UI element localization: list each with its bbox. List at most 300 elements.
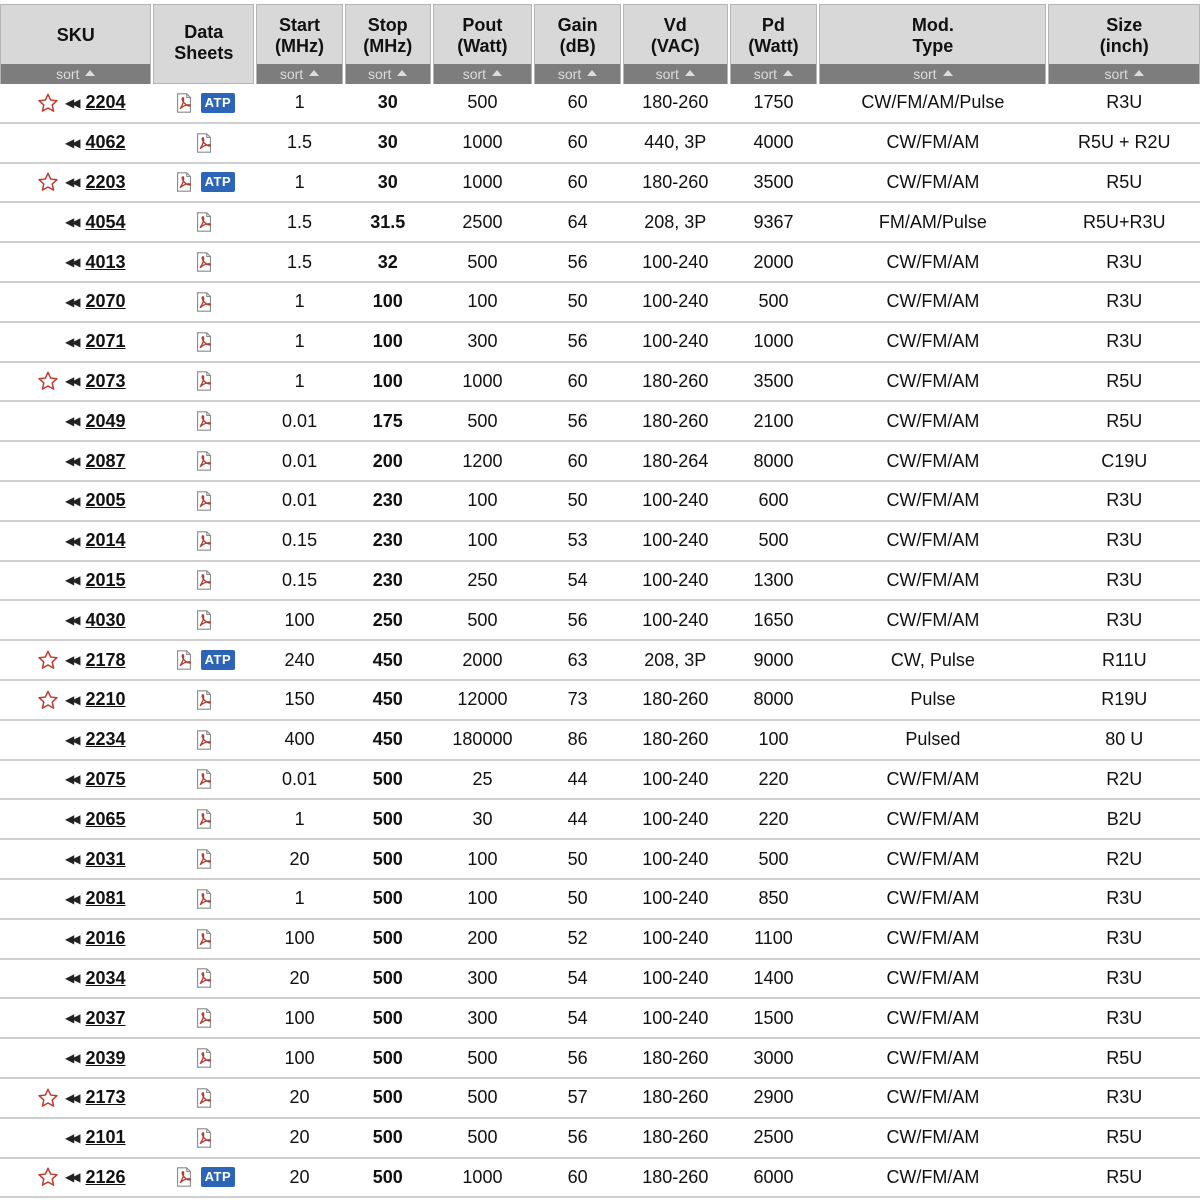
sort-size-button[interactable]: sort — [1049, 64, 1198, 84]
cell-data-sheets — [154, 689, 255, 711]
cell-stop: 500 — [372, 967, 403, 988]
cell-mod-type: CW/FM/AM — [886, 967, 980, 988]
cell-pout: 2000 — [462, 649, 503, 670]
cell-size: R3U — [1106, 291, 1143, 312]
star-placeholder — [37, 251, 59, 273]
cell-gain: 44 — [567, 768, 588, 789]
cell-pd: 1750 — [753, 92, 794, 113]
cell-pd: 100 — [758, 729, 789, 750]
table-row — [0, 761, 1200, 801]
pdf-icon[interactable] — [193, 967, 215, 989]
cell-start: 0.15 — [282, 569, 318, 590]
cell-vd: 180-264 — [642, 450, 709, 471]
pdf-icon[interactable] — [193, 450, 215, 472]
cell-gain: 60 — [567, 1166, 588, 1187]
cell-pd: 850 — [758, 888, 789, 909]
cell-sku — [0, 331, 152, 353]
cell-sku — [0, 729, 152, 751]
sort-up-arrow-icon — [397, 70, 407, 76]
cell-start: 20 — [289, 967, 310, 988]
cell-data-sheets — [154, 490, 255, 512]
cell-pd: 4000 — [753, 132, 794, 153]
favorite-star-icon[interactable] — [37, 649, 65, 671]
cell-vd: 180-260 — [642, 1047, 709, 1068]
compare-rewind-icon[interactable]: ◀◀ — [65, 493, 78, 508]
sku-link[interactable]: 2234 — [85, 729, 126, 750]
cell-pout: 300 — [467, 1007, 498, 1028]
cell-stop: 500 — [372, 888, 403, 909]
table-row — [0, 442, 1200, 482]
pdf-icon[interactable] — [193, 609, 215, 631]
cell-gain: 56 — [567, 251, 588, 272]
sort-mod-type-button[interactable]: sort — [820, 64, 1045, 84]
cell-vd: 180-260 — [642, 92, 709, 113]
pdf-icon[interactable] — [193, 888, 215, 910]
cell-vd: 100-240 — [642, 331, 709, 352]
col-title-pd: Pd (Watt) — [748, 14, 799, 56]
col-header-mod-type — [819, 4, 1046, 84]
cell-pd: 1000 — [753, 331, 794, 352]
star-placeholder — [37, 768, 59, 790]
cell-pd: 1100 — [754, 928, 793, 949]
compare-rewind-icon[interactable]: ◀◀ — [65, 692, 78, 707]
sort-up-arrow-icon — [943, 70, 953, 76]
cell-pd: 2000 — [753, 251, 794, 272]
cell-sku — [0, 1087, 152, 1109]
cell-vd: 100-240 — [642, 768, 709, 789]
cell-pout: 30 — [472, 808, 493, 829]
pdf-icon[interactable] — [193, 132, 215, 154]
cell-data-sheets — [154, 888, 255, 910]
cell-mod-type: CW/FM/AM — [886, 569, 980, 590]
col-header-size — [1048, 4, 1199, 84]
compare-rewind-icon[interactable]: ◀◀ — [65, 294, 78, 309]
cell-gain: 86 — [567, 729, 588, 750]
cell-mod-type: CW/FM/AM — [886, 848, 980, 869]
table-row — [0, 124, 1200, 164]
cell-mod-type: CW/FM/AM — [886, 132, 980, 153]
table-row — [0, 482, 1200, 522]
cell-mod-type: CW, Pulse — [890, 649, 975, 670]
sku-link[interactable]: 2178 — [85, 649, 126, 670]
sort-up-arrow-icon — [492, 70, 502, 76]
star-placeholder — [37, 848, 59, 870]
col-title-mod-type: Mod. Type — [911, 14, 954, 56]
cell-vd: 180-260 — [642, 689, 709, 710]
cell-size: R5U — [1106, 1047, 1143, 1068]
sort-stop-button[interactable]: sort — [346, 64, 430, 84]
compare-rewind-icon[interactable]: ◀◀ — [65, 891, 78, 906]
cell-pd: 3000 — [753, 1047, 794, 1068]
sort-pd-button[interactable]: sort — [731, 64, 817, 84]
compare-rewind-icon[interactable]: ◀◀ — [65, 573, 78, 588]
cell-stop: 500 — [372, 768, 403, 789]
cell-size: R3U — [1106, 888, 1143, 909]
sku-link[interactable]: 2037 — [85, 1007, 126, 1028]
cell-pd: 1500 — [753, 1007, 794, 1028]
cell-pd: 1650 — [753, 609, 794, 630]
col-title-size: Size (inch) — [1099, 14, 1149, 56]
star-placeholder — [37, 1007, 59, 1029]
cell-mod-type: CW/FM/AM — [886, 1047, 980, 1068]
cell-pd: 8000 — [753, 689, 794, 710]
sort-up-arrow-icon — [783, 70, 793, 76]
cell-gain: 54 — [567, 569, 588, 590]
cell-vd: 180-260 — [642, 1166, 709, 1187]
cell-sku — [0, 370, 152, 392]
pdf-icon[interactable] — [193, 530, 215, 552]
table-row — [0, 1039, 1200, 1079]
cell-data-sheets — [154, 171, 255, 193]
cell-data-sheets — [154, 569, 255, 591]
cell-mod-type: CW/FM/AM — [886, 171, 980, 192]
cell-start: 100 — [284, 1047, 315, 1068]
pdf-icon[interactable] — [193, 370, 215, 392]
cell-sku — [0, 609, 152, 631]
cell-gain: 52 — [567, 928, 588, 949]
cell-gain: 60 — [567, 171, 588, 192]
pdf-icon[interactable] — [193, 1127, 215, 1149]
cell-stop: 175 — [372, 410, 403, 431]
cell-pout: 1000 — [462, 1166, 503, 1187]
cell-sku — [0, 888, 152, 910]
table-body — [0, 84, 1200, 1198]
compare-rewind-icon[interactable]: ◀◀ — [65, 772, 78, 787]
pdf-icon[interactable] — [193, 1047, 215, 1069]
sku-link[interactable]: 2015 — [85, 569, 126, 590]
sku-link[interactable]: 2031 — [85, 848, 126, 869]
sku-link[interactable]: 4030 — [85, 609, 126, 630]
cell-pd: 3500 — [753, 370, 794, 391]
cell-mod-type: CW/FM/AM — [886, 888, 980, 909]
star-placeholder — [37, 490, 59, 512]
pdf-icon[interactable] — [193, 729, 215, 751]
favorite-star-icon[interactable] — [37, 92, 65, 114]
table-row — [0, 920, 1200, 960]
cell-data-sheets — [154, 729, 255, 751]
col-header-pout — [433, 4, 533, 84]
cell-mod-type: CW/FM/AM — [886, 1127, 980, 1148]
star-placeholder — [37, 729, 59, 751]
cell-pd: 500 — [758, 291, 789, 312]
cell-data-sheets — [154, 92, 255, 114]
compare-rewind-icon[interactable]: ◀◀ — [65, 1130, 78, 1145]
cell-sku — [0, 808, 152, 830]
star-placeholder — [37, 1127, 59, 1149]
cell-pout: 1000 — [462, 132, 503, 153]
pdf-icon[interactable] — [193, 331, 215, 353]
compare-rewind-icon[interactable]: ◀◀ — [65, 812, 78, 827]
pdf-icon[interactable] — [193, 211, 215, 233]
compare-rewind-icon[interactable]: ◀◀ — [65, 1051, 78, 1066]
sku-link[interactable]: 2016 — [85, 928, 126, 949]
cell-sku — [0, 92, 152, 114]
cell-pout: 500 — [467, 92, 498, 113]
pdf-icon[interactable] — [193, 569, 215, 591]
cell-data-sheets — [154, 291, 255, 313]
pdf-icon[interactable] — [193, 848, 215, 870]
sku-link[interactable]: 2049 — [85, 410, 126, 431]
compare-rewind-icon[interactable]: ◀◀ — [65, 334, 78, 349]
cell-pout: 500 — [467, 1127, 498, 1148]
cell-mod-type: CW/FM/AM — [886, 331, 980, 352]
cell-pout: 25 — [472, 768, 493, 789]
compare-rewind-icon[interactable]: ◀◀ — [65, 931, 78, 946]
cell-stop: 450 — [372, 649, 403, 670]
sku-link[interactable]: 4054 — [85, 211, 126, 232]
cell-pout: 500 — [467, 609, 498, 630]
cell-pd: 8000 — [753, 450, 794, 471]
cell-vd: 100-240 — [642, 609, 709, 630]
favorite-star-icon[interactable] — [37, 1166, 65, 1188]
star-placeholder — [37, 211, 59, 233]
cell-mod-type: CW/FM/AM — [886, 808, 980, 829]
cell-pout: 300 — [467, 331, 498, 352]
cell-data-sheets — [154, 808, 255, 830]
atp-badge[interactable]: ATP — [201, 172, 236, 192]
star-placeholder — [37, 967, 59, 989]
cell-mod-type: FM/AM/Pulse — [878, 211, 987, 232]
sku-link[interactable]: 2126 — [85, 1166, 126, 1187]
cell-stop: 230 — [372, 490, 403, 511]
pdf-icon[interactable] — [173, 92, 195, 114]
pdf-icon[interactable] — [193, 689, 215, 711]
cell-mod-type: CW/FM/AM — [886, 1166, 980, 1187]
cell-vd: 180-260 — [642, 370, 709, 391]
compare-rewind-icon[interactable]: ◀◀ — [65, 971, 78, 986]
cell-gain: 60 — [567, 132, 588, 153]
cell-mod-type: CW/FM/AM — [886, 609, 980, 630]
cell-start: 1 — [294, 370, 305, 391]
col-title-vd: Vd (VAC) — [650, 14, 700, 56]
cell-start: 1 — [294, 92, 305, 113]
sku-link[interactable]: 2065 — [85, 808, 126, 829]
col-title-sku: SKU — [56, 25, 95, 45]
cell-sku — [0, 569, 152, 591]
compare-rewind-icon[interactable]: ◀◀ — [65, 255, 78, 270]
sku-link[interactable]: 2039 — [85, 1047, 126, 1068]
star-placeholder — [37, 1047, 59, 1069]
cell-data-sheets — [154, 1166, 255, 1188]
sku-link[interactable]: 2034 — [85, 967, 126, 988]
cell-data-sheets — [154, 410, 255, 432]
sku-link[interactable]: 2101 — [85, 1127, 126, 1148]
col-title-start: Start (MHz) — [275, 14, 324, 56]
col-header-vd — [623, 4, 728, 84]
cell-pd: 220 — [758, 768, 789, 789]
cell-sku — [0, 768, 152, 790]
table-row — [0, 283, 1200, 323]
sort-up-arrow-icon — [587, 70, 597, 76]
cell-stop: 100 — [372, 291, 403, 312]
sku-link[interactable]: 2073 — [85, 370, 126, 391]
sort-start-button[interactable]: sort — [257, 64, 342, 84]
favorite-star-icon[interactable] — [37, 171, 65, 193]
compare-rewind-icon[interactable]: ◀◀ — [65, 1090, 78, 1105]
cell-vd: 100-240 — [642, 530, 709, 551]
cell-size: R3U — [1106, 609, 1143, 630]
star-placeholder — [37, 450, 59, 472]
cell-pd: 2100 — [753, 410, 794, 431]
compare-rewind-icon[interactable]: ◀◀ — [65, 215, 78, 230]
cell-vd: 100-240 — [642, 291, 709, 312]
sku-link[interactable]: 4062 — [85, 132, 126, 153]
cell-mod-type: CW/FM/AM — [886, 370, 980, 391]
compare-rewind-icon[interactable]: ◀◀ — [65, 414, 78, 429]
pdf-icon[interactable] — [173, 171, 195, 193]
cell-sku — [0, 848, 152, 870]
cell-size: R5U — [1106, 370, 1143, 391]
table-row — [0, 1119, 1200, 1159]
compare-rewind-icon[interactable]: ◀◀ — [65, 653, 78, 668]
cell-sku — [0, 967, 152, 989]
cell-gain: 57 — [567, 1087, 588, 1108]
cell-start: 100 — [284, 609, 315, 630]
sort-sku-button[interactable]: sort — [1, 64, 150, 84]
cell-sku — [0, 689, 152, 711]
sku-link[interactable]: 2204 — [85, 92, 126, 113]
sku-link[interactable]: 2014 — [85, 530, 126, 551]
cell-size: R3U — [1106, 92, 1143, 113]
cell-vd: 100-240 — [642, 888, 709, 909]
cell-size: R3U — [1106, 1007, 1143, 1028]
cell-sku — [0, 649, 152, 671]
cell-mod-type: CW/FM/AM — [886, 768, 980, 789]
table-header — [0, 0, 1200, 84]
compare-rewind-icon[interactable]: ◀◀ — [65, 454, 78, 469]
favorite-star-icon[interactable] — [37, 1087, 65, 1109]
pdf-icon[interactable] — [193, 291, 215, 313]
compare-rewind-icon[interactable]: ◀◀ — [65, 135, 78, 150]
cell-start: 400 — [284, 729, 315, 750]
pdf-icon[interactable] — [193, 490, 215, 512]
compare-rewind-icon[interactable]: ◀◀ — [65, 732, 78, 747]
star-placeholder — [37, 291, 59, 313]
cell-mod-type: CW/FM/AM/Pulse — [861, 92, 1005, 113]
col-title-stop: Stop (MHz) — [363, 14, 413, 56]
cell-sku — [0, 490, 152, 512]
col-header-sku — [0, 4, 151, 84]
pdf-icon[interactable] — [173, 649, 195, 671]
sku-link[interactable]: 2075 — [85, 768, 126, 789]
sku-link[interactable]: 2071 — [85, 331, 126, 352]
col-header-stop — [345, 4, 431, 84]
cell-pd: 220 — [758, 808, 789, 829]
cell-mod-type: CW/FM/AM — [886, 291, 980, 312]
pdf-icon[interactable] — [193, 928, 215, 950]
sort-vd-button[interactable]: sort — [624, 64, 727, 84]
cell-mod-type: Pulsed — [905, 729, 961, 750]
sku-link[interactable]: 2081 — [85, 888, 126, 909]
cell-size: R3U — [1106, 530, 1143, 551]
cell-pout: 1000 — [462, 370, 503, 391]
cell-mod-type: CW/FM/AM — [886, 1007, 980, 1028]
cell-data-sheets — [154, 649, 255, 671]
pdf-icon[interactable] — [193, 251, 215, 273]
pdf-icon[interactable] — [193, 768, 215, 790]
sku-link[interactable]: 2087 — [85, 450, 126, 471]
col-header-pd — [730, 4, 818, 84]
cell-gain: 60 — [567, 92, 588, 113]
favorite-star-icon[interactable] — [37, 370, 65, 392]
pdf-icon[interactable] — [193, 1087, 215, 1109]
cell-pd: 1400 — [753, 967, 794, 988]
cell-pout: 12000 — [457, 689, 508, 710]
cell-sku — [0, 530, 152, 552]
pdf-icon[interactable] — [173, 1166, 195, 1188]
sku-link[interactable]: 2203 — [85, 171, 126, 192]
cell-pout: 180000 — [452, 729, 513, 750]
atp-badge[interactable]: ATP — [201, 93, 236, 113]
cell-stop: 500 — [372, 928, 403, 949]
sort-gain-button[interactable]: sort — [535, 64, 620, 84]
compare-rewind-icon[interactable]: ◀◀ — [65, 374, 78, 389]
cell-pout: 500 — [467, 410, 498, 431]
col-header-data-sheets — [153, 4, 254, 84]
sku-link[interactable]: 2070 — [85, 291, 126, 312]
compare-rewind-icon[interactable]: ◀◀ — [65, 852, 78, 867]
pdf-icon[interactable] — [193, 808, 215, 830]
atp-badge[interactable]: ATP — [201, 650, 236, 670]
cell-mod-type: CW/FM/AM — [886, 530, 980, 551]
cell-start: 0.01 — [282, 450, 318, 471]
cell-gain: 50 — [567, 888, 588, 909]
cell-size: R11U — [1101, 649, 1147, 670]
cell-pd: 600 — [758, 490, 789, 511]
cell-size: 80 U — [1105, 729, 1144, 750]
cell-stop: 500 — [372, 1127, 403, 1148]
compare-rewind-icon[interactable]: ◀◀ — [65, 175, 78, 190]
compare-rewind-icon[interactable]: ◀◀ — [65, 613, 78, 628]
sku-link[interactable]: 2210 — [85, 689, 126, 710]
sort-pout-button[interactable]: sort — [434, 64, 532, 84]
cell-stop: 30 — [377, 171, 398, 192]
cell-stop: 500 — [372, 848, 403, 869]
cell-size: R5U — [1106, 1127, 1143, 1148]
cell-sku — [0, 132, 152, 154]
cell-pout: 100 — [467, 490, 498, 511]
cell-stop: 31.5 — [370, 211, 406, 232]
cell-mod-type: CW/FM/AM — [886, 450, 980, 471]
star-placeholder — [37, 888, 59, 910]
cell-data-sheets — [154, 450, 255, 472]
cell-data-sheets — [154, 967, 255, 989]
cell-start: 20 — [289, 1127, 310, 1148]
pdf-icon[interactable] — [193, 1007, 215, 1029]
pdf-icon[interactable] — [193, 410, 215, 432]
cell-data-sheets — [154, 928, 255, 950]
compare-rewind-icon[interactable]: ◀◀ — [65, 1011, 78, 1026]
cell-pd: 3500 — [753, 171, 794, 192]
compare-rewind-icon[interactable]: ◀◀ — [65, 95, 78, 110]
cell-pout: 300 — [467, 967, 498, 988]
cell-pout: 2500 — [462, 211, 503, 232]
cell-stop: 500 — [372, 1007, 403, 1028]
sku-link[interactable]: 2173 — [85, 1087, 126, 1108]
atp-badge[interactable]: ATP — [201, 1167, 236, 1187]
star-placeholder — [37, 928, 59, 950]
sku-link[interactable]: 4013 — [85, 251, 126, 272]
favorite-star-icon[interactable] — [37, 689, 65, 711]
cell-vd: 180-260 — [642, 171, 709, 192]
cell-vd: 100-240 — [642, 569, 709, 590]
cell-gain: 56 — [567, 609, 588, 630]
cell-sku — [0, 1047, 152, 1069]
compare-rewind-icon[interactable]: ◀◀ — [65, 1170, 78, 1185]
compare-rewind-icon[interactable]: ◀◀ — [65, 533, 78, 548]
cell-mod-type: Pulse — [910, 689, 956, 710]
sku-link[interactable]: 2005 — [85, 490, 126, 511]
